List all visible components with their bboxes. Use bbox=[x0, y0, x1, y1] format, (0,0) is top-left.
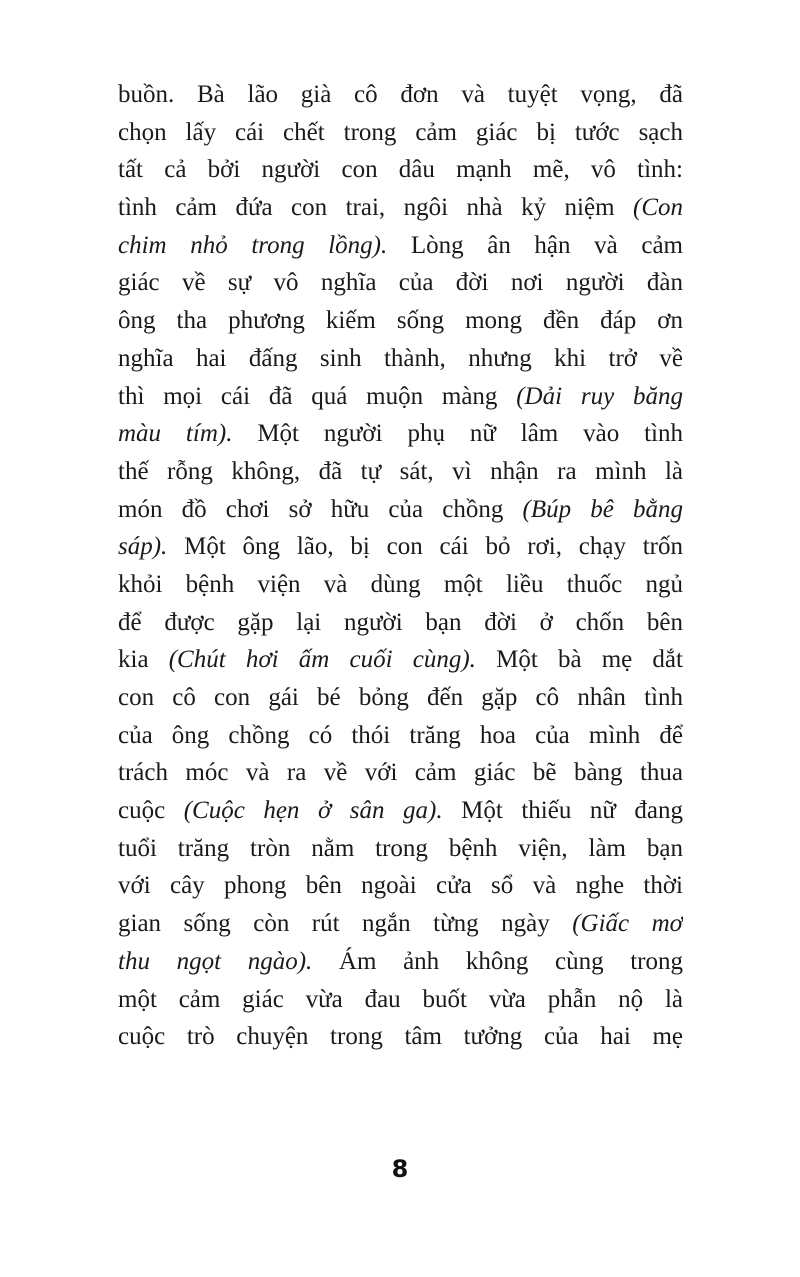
text-line bbox=[118, 189, 683, 227]
story-title-italic: màu tím). bbox=[118, 420, 233, 448]
story-title-italic: sáp). bbox=[118, 533, 168, 561]
story-title-italic: (Búp bê bằng bbox=[522, 495, 683, 523]
text-line bbox=[118, 453, 683, 491]
text-segment: thì mọi cái đã quá muộn màng bbox=[118, 382, 517, 410]
text-line bbox=[118, 264, 683, 302]
text-segment: con cô con gái bé bỏng đến gặp cô nhân tình bbox=[118, 684, 683, 711]
text-segment: của ông chồng có thói trăng hoa của mình để bbox=[118, 721, 683, 749]
story-title-italic: (Cuộc hẹn ở sân ga). bbox=[183, 797, 443, 825]
text-segment: Ám ảnh không cùng trong bbox=[312, 947, 683, 975]
text-line bbox=[118, 227, 683, 265]
text-segment: Một người phụ nữ lâm vào tình bbox=[232, 420, 683, 448]
text-segment: chọn lấy cái chết trong cảm giác bị tước sạch bbox=[118, 118, 683, 146]
text-segment: tất cả bởi người con dâu mạnh mẽ, vô tình: bbox=[118, 156, 683, 184]
text-line bbox=[118, 151, 683, 189]
text-line bbox=[118, 302, 683, 340]
text-segment: thế rỗng không, đã tự sát, vì nhận ra mình là bbox=[118, 457, 683, 485]
text-segment: gian sống còn rút ngắn từng ngày bbox=[118, 910, 573, 938]
text-segment: buồn. Bà lão già cô đơn và tuyệt vọng, đã bbox=[118, 81, 683, 108]
text-segment: Một ông lão, bị con cái bỏ rơi, chạy trốn bbox=[167, 533, 683, 561]
text-line bbox=[118, 604, 683, 642]
text-segment: một cảm giác vừa đau buốt vừa phẫn nộ là bbox=[118, 985, 683, 1013]
text-line bbox=[118, 717, 683, 755]
page-number: 8 bbox=[391, 1155, 409, 1183]
story-title-italic: chim nhỏ trong lồng). bbox=[118, 231, 388, 259]
text-segment: Một bà mẹ dắt bbox=[475, 646, 683, 674]
text-line bbox=[118, 981, 683, 1019]
text-line bbox=[118, 641, 683, 679]
text-line bbox=[118, 76, 683, 114]
text-segment: tuổi trăng tròn nằm trong bệnh viện, làm bạn bbox=[118, 834, 683, 862]
text-segment: Lòng ân hận và cảm bbox=[387, 231, 683, 259]
text-segment: kia bbox=[118, 646, 169, 674]
text-line bbox=[118, 679, 683, 717]
text-line bbox=[118, 415, 683, 453]
story-title-italic: (Con bbox=[633, 194, 683, 222]
story-title-italic: (Chút hơi ấm cuối cùng). bbox=[168, 646, 476, 674]
text-segment: ông tha phương kiếm sống mong đền đáp ơn bbox=[118, 307, 683, 335]
text-line bbox=[118, 491, 683, 529]
text-segment: trách móc và ra về với cảm giác bẽ bàng thua bbox=[118, 759, 683, 787]
text-line bbox=[118, 867, 683, 905]
text-segment: nghĩa hai đấng sinh thành, nhưng khi trở về bbox=[118, 344, 683, 372]
text-line bbox=[118, 754, 683, 792]
text-segment: khỏi bệnh viện và dùng một liều thuốc ngủ bbox=[118, 570, 683, 598]
text-segment: cuộc trò chuyện trong tâm tưởng của hai mẹ bbox=[118, 1023, 683, 1051]
text-segment: với cây phong bên ngoài cửa sổ và nghe thời bbox=[118, 872, 683, 900]
story-title-italic: (Giấc mơ bbox=[572, 910, 683, 938]
text-segment: tình cảm đứa con trai, ngôi nhà kỷ niệm bbox=[118, 194, 633, 222]
text-line bbox=[118, 114, 683, 152]
body-text bbox=[118, 76, 683, 1056]
text-segment: cuộc bbox=[118, 797, 184, 825]
text-line bbox=[118, 528, 683, 566]
text-line bbox=[118, 792, 683, 830]
text-line bbox=[118, 905, 683, 943]
text-segment: Một thiếu nữ đang bbox=[442, 797, 683, 825]
text-line bbox=[118, 340, 683, 378]
text-line bbox=[118, 566, 683, 604]
text-line bbox=[118, 943, 683, 981]
story-title-italic: (Dải ruy băng bbox=[516, 382, 683, 410]
text-segment: món đồ chơi sở hữu của chồng bbox=[118, 495, 523, 523]
text-segment: để được gặp lại người bạn đời ở chốn bên bbox=[118, 608, 683, 636]
text-line bbox=[118, 378, 683, 416]
text-line bbox=[118, 1018, 683, 1056]
story-title-italic: thu ngọt ngào). bbox=[118, 947, 313, 975]
text-line bbox=[118, 830, 683, 868]
text-segment: giác về sự vô nghĩa của đời nơi người đàn bbox=[118, 269, 683, 297]
